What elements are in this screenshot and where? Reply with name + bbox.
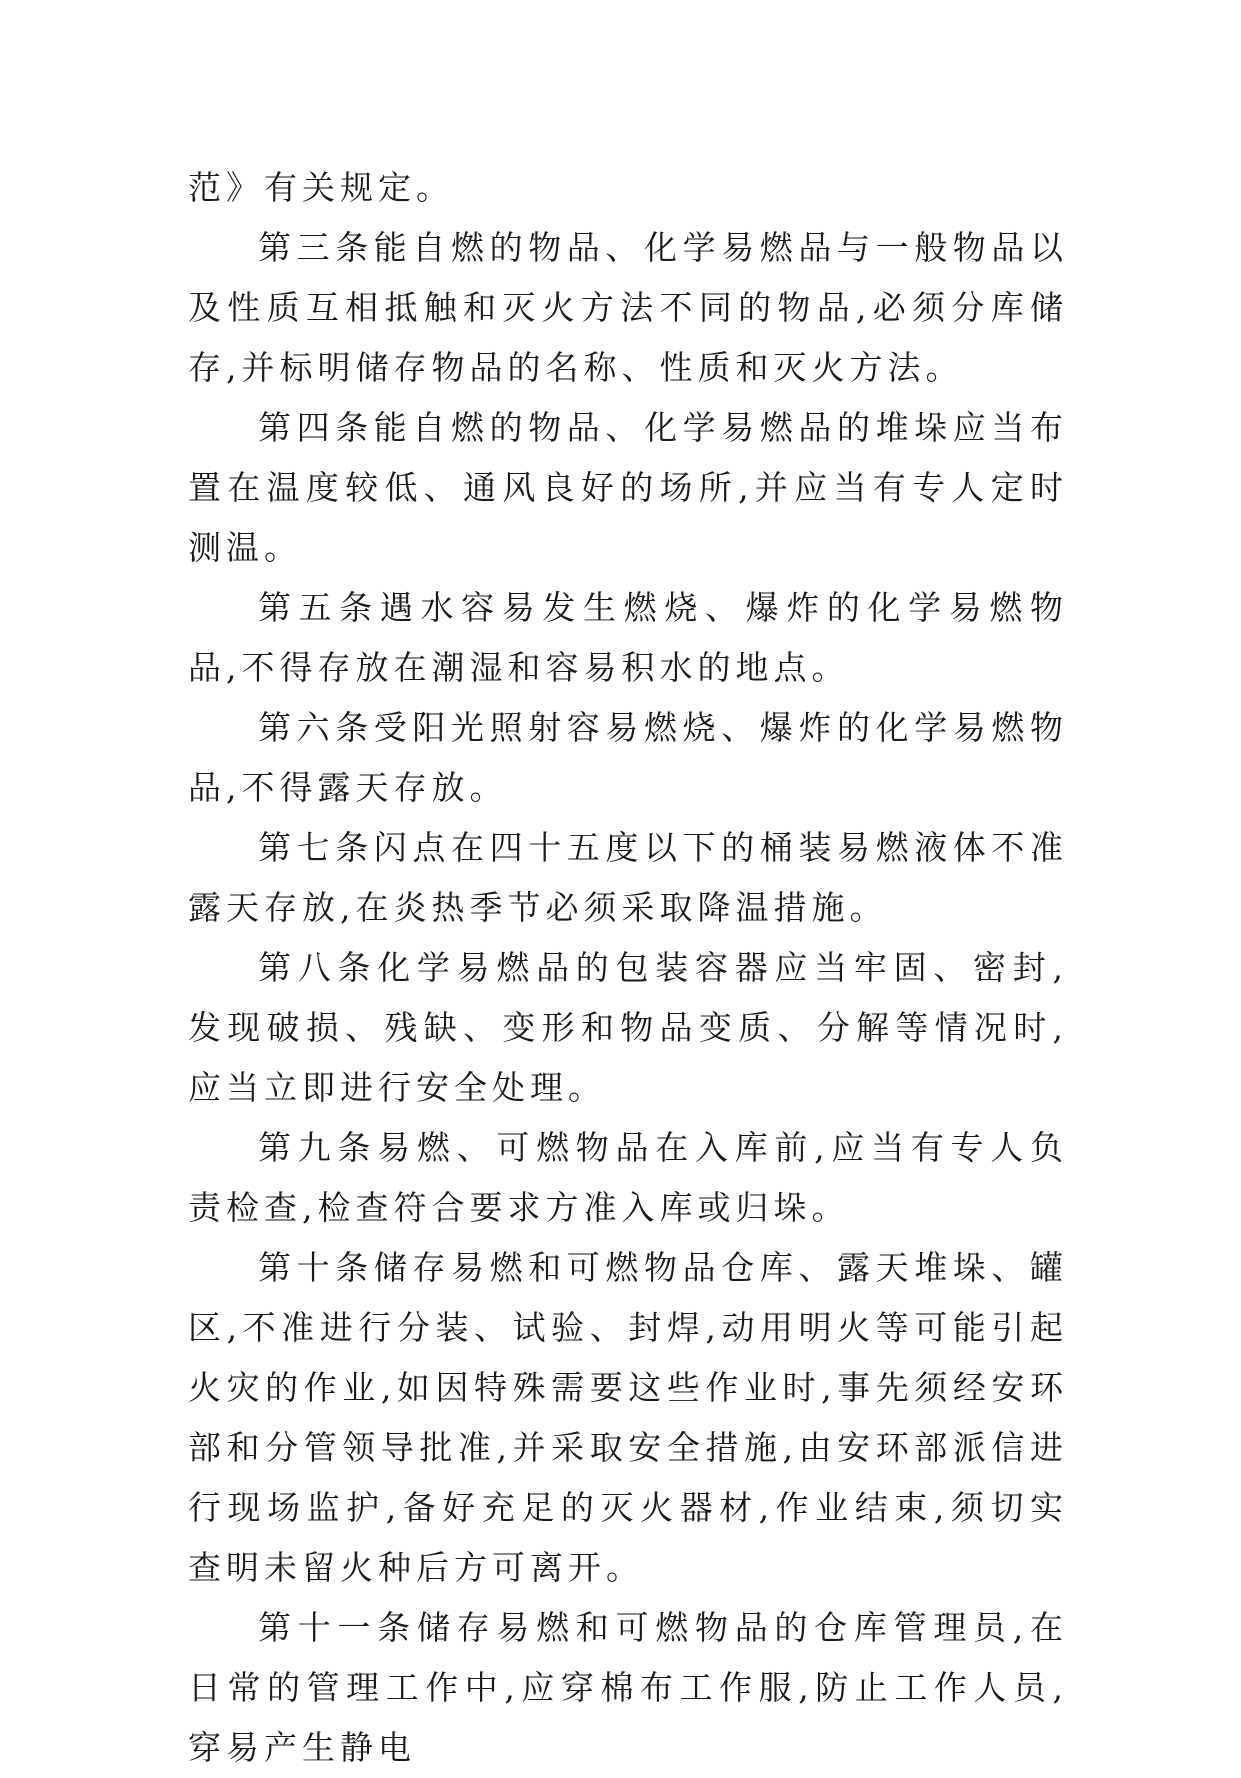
paragraph-article-6: 第六条受阳光照射容易燃烧、爆炸的化学易燃物品,不得露天存放。 [188, 708, 1068, 807]
document-body [188, 158, 1068, 1778]
paragraph-article-11: 第十一条储存易燃和可燃物品的仓库管理员,在日常的管理工作中,应穿棉布工作服,防止工作人员,穿易产生静电 [188, 1608, 1068, 1767]
paragraph-article-10: 第十条储存易燃和可燃物品仓库、露天堆垛、罐区,不准进行分装、试验、封焊,动用明火等可能引起火灾的作业,如因特殊需要这些作业时,事先须经安环部和分管领导批准,并采取安全措施,由安环部派信进行现场监护,备好充足的灭火器材,作业结束,须切实查明未留火种后方可离开。 [188, 1248, 1068, 1587]
paragraph-article-7: 第七条闪点在四十五度以下的桶装易燃液体不准露天存放,在炎热季节必须采取降温措施。 [188, 828, 1068, 927]
paragraph-article-5: 第五条遇水容易发生燃烧、爆炸的化学易燃物品,不得存放在潮湿和容易积水的地点。 [188, 588, 1068, 687]
paragraph-continuation: 范》有关规定。 [188, 168, 454, 207]
paragraph-article-8: 第八条化学易燃品的包装容器应当牢固、密封,发现破损、残缺、变形和物品变质、分解等情况时,应当立即进行安全处理。 [188, 948, 1068, 1107]
paragraph-article-4: 第四条能自燃的物品、化学易燃品的堆垛应当布置在温度较低、通风良好的场所,并应当有专人定时测温。 [188, 408, 1068, 567]
paragraph-article-9: 第九条易燃、可燃物品在入库前,应当有专人负责检查,检查符合要求方准入库或归垛。 [188, 1128, 1068, 1227]
paragraph-article-3: 第三条能自燃的物品、化学易燃品与一般物品以及性质互相抵触和灭火方法不同的物品,必须分库储存,并标明储存物品的名称、性质和灭火方法。 [188, 228, 1068, 387]
